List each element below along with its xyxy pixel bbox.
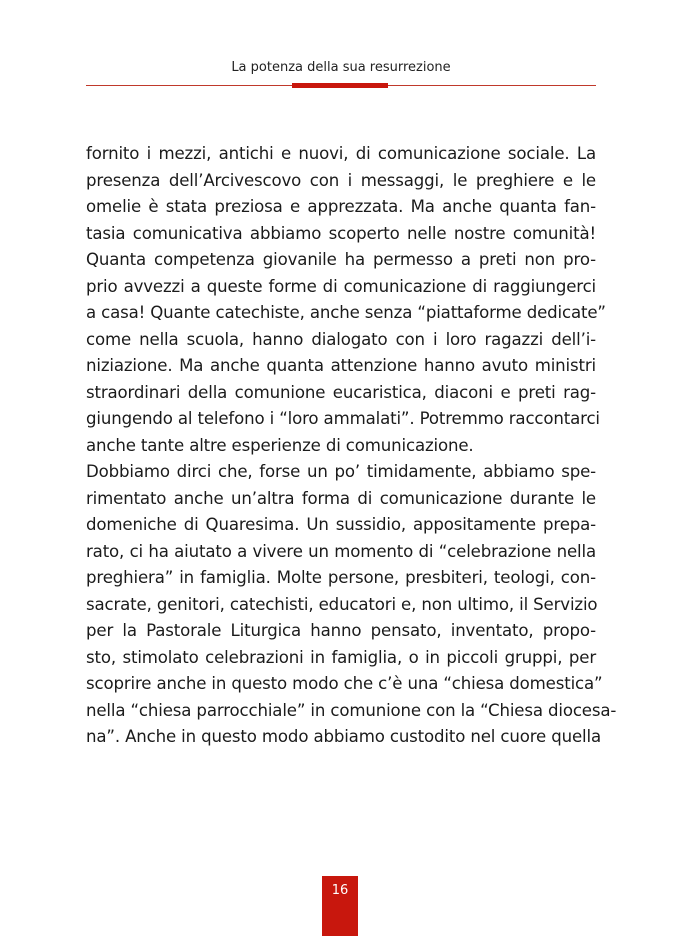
- text-line: presenza dell’Arcivescovo con i messaggi, le preghiere e le: [86, 170, 596, 190]
- text-line: sacrate, genitori, catechisti, educatori e, non ultimo, il Servizio: [86, 594, 598, 614]
- text-line: omelie è stata preziosa e apprezzata. Ma anche quanta fan-: [86, 197, 596, 216]
- text-line: prio avvezzi a queste forme di comunicazione di raggiungerci: [86, 276, 596, 296]
- text-line: rato, ci ha aiutato a vivere un momento di “celebrazione nella: [86, 541, 596, 561]
- text-line: Quanta competenza giovanile ha permesso a preti non pro-: [86, 250, 596, 269]
- running-head-title: La potenza della sua resurrezione: [231, 60, 451, 75]
- text-line: scoprire anche in questo modo che c’è una “chiesa domestica”: [86, 674, 603, 693]
- text-line: come nella scuola, hanno dialogato con i loro ragazzi dell’i-: [86, 329, 596, 349]
- text-line: a casa! Quante catechiste, anche senza “piattaforme dedicate”: [86, 303, 606, 322]
- text-line: niziazione. Ma anche quanta attenzione hanno avuto ministri: [86, 356, 596, 375]
- text-line: domeniche di Quaresima. Un sussidio, appositamente prepa-: [86, 515, 596, 534]
- text-line: sto, stimolato celebrazioni in famiglia, o in piccoli gruppi, per: [86, 647, 596, 667]
- text-line: fornito i mezzi, antichi e nuovi, di comunicazione sociale. La: [86, 144, 596, 163]
- text-line: nella “chiesa parrocchiale” in comunione con la “Chiesa diocesa-: [86, 700, 617, 720]
- text-line: Dobbiamo dirci che, forse un po’ timidamente, abbiamo spe-: [86, 462, 596, 481]
- text-line: giungendo al telefono i “loro ammalati”. Potremmo raccontarci: [86, 409, 600, 428]
- text-line: straordinari della comunione eucaristica, diaconi e preti rag-: [86, 382, 596, 402]
- page-number: 16: [322, 876, 358, 936]
- text-line: tasia comunicativa abbiamo scoperto nelle nostre comunità!: [86, 223, 596, 243]
- header-accent-bar: [292, 83, 388, 88]
- text-line: rimentato anche un’altra forma di comunicazione durante le: [86, 488, 596, 508]
- text-line: na”. Anche in questo modo abbiamo custodito nel cuore quella: [86, 727, 601, 746]
- text-line: anche tante altre esperienze di comunicazione.: [86, 435, 474, 455]
- body-text: [86, 141, 617, 751]
- text-line: preghiera” in famiglia. Molte persone, presbiteri, teologi, con-: [86, 568, 596, 587]
- text-line: per la Pastorale Liturgica hanno pensato, inventato, propo-: [86, 621, 596, 640]
